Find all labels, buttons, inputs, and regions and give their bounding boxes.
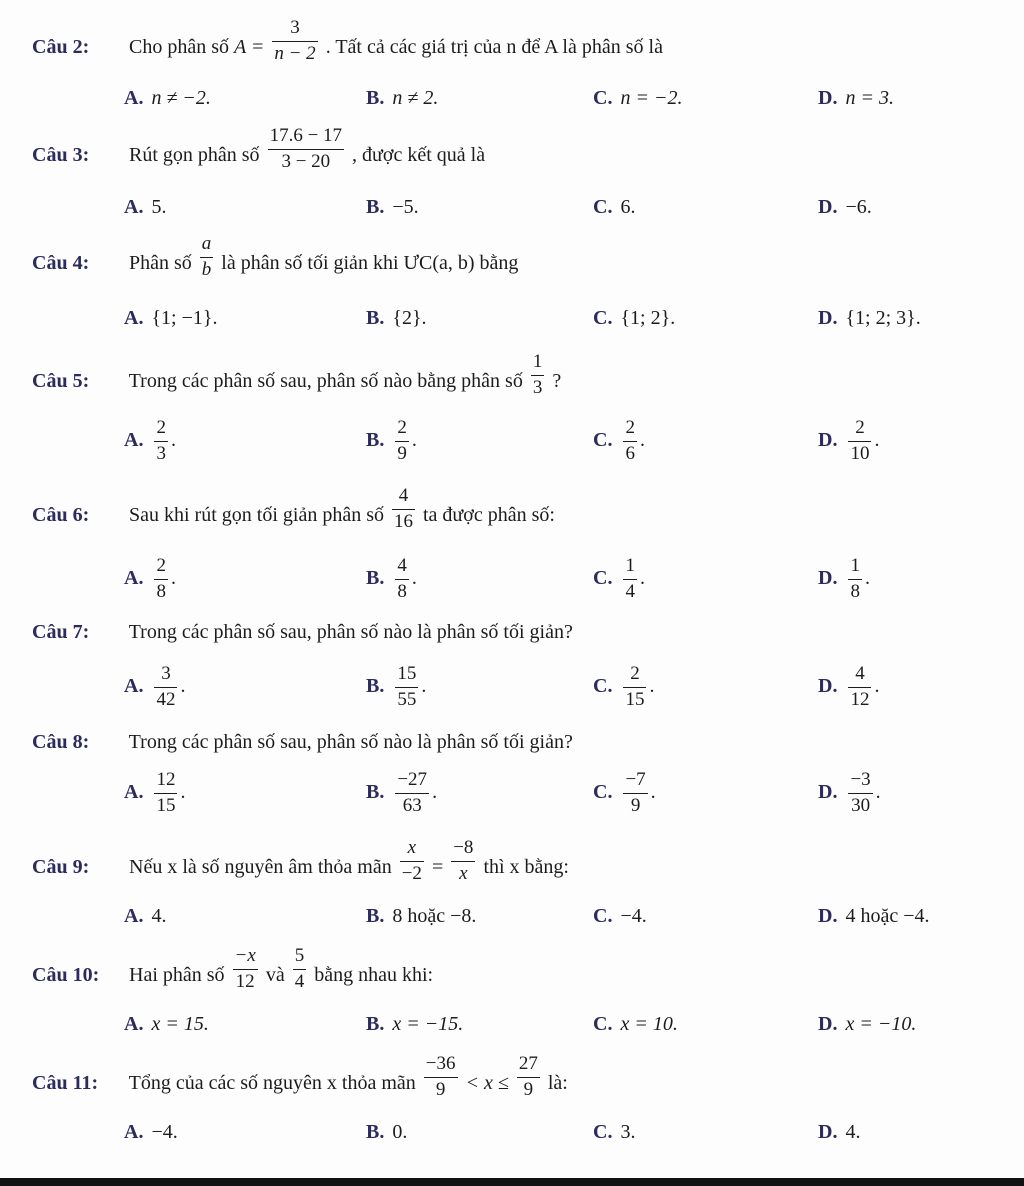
denominator: 9: [435, 1078, 446, 1100]
option-fraction: [623, 770, 647, 817]
fraction: [233, 946, 258, 993]
option-c[interactable]: C. $\frac{2}{15}$ .: [593, 663, 655, 710]
option-text: 5.: [151, 196, 167, 218]
option-label: B.: [366, 905, 385, 927]
option-a[interactable]: A. $\frac{12}{15}$ .: [124, 769, 186, 816]
question-text: Phân số: [129, 251, 192, 274]
option-label: C.: [593, 905, 613, 927]
option-text: x = 15.: [151, 1013, 209, 1035]
option-label: B.: [366, 1121, 385, 1143]
question-stem: [32, 17, 663, 65]
option-d[interactable]: D. $\frac{-3}{30}$ .: [818, 769, 881, 816]
question-text-end: , được kết quả là: [352, 143, 486, 166]
option-label: A.: [124, 674, 144, 697]
denominator: 12: [850, 688, 870, 710]
option-label: D.: [818, 307, 838, 329]
option-c[interactable]: [593, 308, 675, 328]
numerator: 2: [623, 418, 637, 442]
option-b[interactable]: B. $\frac{4}{8}$ .: [366, 555, 417, 602]
question-stem: [32, 485, 555, 533]
option-label: A.: [124, 905, 144, 927]
numerator: 27: [517, 1054, 540, 1078]
denominator: x: [459, 862, 468, 884]
fraction: [272, 18, 317, 65]
question-text: Cho phân số: [129, 35, 229, 58]
conjunction: và: [265, 963, 285, 986]
option-fraction: [623, 418, 637, 465]
question-number: Câu 2:: [32, 35, 90, 58]
fraction-2: [517, 1054, 540, 1101]
numerator: 1: [623, 556, 637, 580]
numerator: 17.6 − 17: [268, 126, 344, 150]
option-label: B.: [366, 307, 385, 329]
option-c[interactable]: C. $\frac{1}{4}$ .: [593, 555, 645, 602]
option-text: −6.: [845, 196, 872, 218]
option-a[interactable]: [124, 906, 166, 926]
option-text: {1; 2}.: [620, 307, 676, 329]
option-fraction: [154, 556, 168, 603]
numerator: 4: [392, 486, 415, 510]
option-text: 3.: [620, 1121, 636, 1143]
option-a[interactable]: [124, 308, 218, 328]
option-label: B.: [366, 196, 385, 218]
denominator: 42: [156, 688, 176, 710]
option-fraction: [848, 770, 872, 817]
option-label: B.: [366, 566, 385, 589]
denominator: 30: [851, 794, 871, 816]
option-label: A.: [124, 307, 144, 329]
option-label: D.: [818, 674, 838, 697]
option-label: B.: [366, 428, 385, 451]
option-c[interactable]: [593, 906, 647, 926]
option-text: {1; −1}.: [151, 307, 218, 329]
option-label: D.: [818, 780, 838, 803]
question-stem: [32, 125, 486, 173]
question-number: Câu 10:: [32, 963, 100, 986]
option-text: n ≠ 2.: [392, 87, 439, 109]
fraction: [531, 352, 545, 399]
option-text: 8 hoặc −8.: [392, 905, 477, 927]
option-d[interactable]: D. $\frac{4}{12}$ .: [818, 663, 880, 710]
question-text: Rút gọn phân số: [129, 143, 260, 166]
denominator: 8: [397, 580, 407, 602]
numerator: 1: [848, 556, 862, 580]
option-label: A.: [124, 428, 144, 451]
numerator: 4: [395, 556, 409, 580]
option-label: D.: [818, 196, 838, 218]
option-d[interactable]: [818, 197, 872, 217]
fraction: [200, 234, 214, 281]
option-a[interactable]: [124, 88, 211, 108]
question-number: Câu 6:: [32, 503, 90, 526]
option-text: 0.: [392, 1121, 408, 1143]
option-text: {1; 2; 3}.: [845, 307, 921, 329]
question-text-end: ta được phân số:: [422, 503, 555, 526]
denominator: 8: [156, 580, 166, 602]
denominator: n − 2: [274, 42, 316, 64]
option-label: C.: [593, 1013, 613, 1035]
fraction-2: [451, 838, 475, 885]
option-c[interactable]: C. $\frac{2}{6}$ .: [593, 417, 645, 464]
option-text: −5.: [392, 196, 419, 218]
option-label: D.: [818, 905, 838, 927]
expression: A =: [234, 35, 265, 58]
denominator: 3: [532, 376, 543, 398]
denominator: 63: [402, 794, 422, 816]
option-b[interactable]: [366, 88, 438, 108]
option-a[interactable]: A. $\frac{2}{8}$ .: [124, 555, 176, 602]
option-c[interactable]: [593, 1122, 635, 1142]
question-text-end: là:: [547, 1071, 568, 1094]
inequality: < x ≤: [465, 1071, 509, 1094]
question-stem: [32, 945, 434, 993]
numerator: −x: [233, 946, 258, 970]
option-label: B.: [366, 1013, 385, 1035]
denominator: 3: [156, 442, 166, 464]
denominator: 15: [156, 794, 176, 816]
question-text: Sau khi rút gọn tối giản phân số: [129, 503, 384, 526]
option-fraction: [395, 418, 409, 465]
option-label: D.: [818, 428, 838, 451]
denominator: 15: [625, 688, 645, 710]
numerator: 3: [272, 18, 317, 42]
numerator: 2: [154, 556, 168, 580]
denominator: 4: [625, 580, 635, 602]
numerator: x: [400, 838, 424, 862]
option-text: 4 hoặc −4.: [845, 905, 930, 927]
question-text-end: là phân số tối giản khi ƯC(a, b) bằng: [221, 251, 519, 274]
option-label: B.: [366, 780, 385, 803]
option-fraction: [623, 556, 637, 603]
option-label: A.: [124, 780, 144, 803]
option-b[interactable]: B. $\frac{15}{55}$ .: [366, 663, 427, 710]
option-label: D.: [818, 1121, 838, 1143]
denominator: 9: [630, 794, 641, 816]
option-fraction: [395, 664, 418, 711]
denominator: 6: [625, 442, 635, 464]
option-a[interactable]: [124, 1014, 209, 1034]
option-label: A.: [124, 196, 144, 218]
question-number: Câu 4:: [32, 251, 90, 274]
option-text: x = −15.: [392, 1013, 464, 1035]
question-number: Câu 8:: [32, 731, 90, 753]
option-b[interactable]: B. $\frac{-27}{63}$ .: [366, 769, 438, 816]
option-label: C.: [593, 566, 613, 589]
option-label: A.: [124, 1121, 144, 1143]
option-b[interactable]: B. $\frac{2}{9}$ .: [366, 417, 417, 464]
option-text: 4.: [151, 905, 167, 927]
question-text: Tổng của các số nguyên x thỏa mãn: [128, 1071, 416, 1094]
numerator: 2: [154, 418, 168, 442]
option-b[interactable]: [366, 1122, 407, 1142]
option-fraction: [154, 770, 177, 817]
numerator: 1: [531, 352, 545, 376]
bottom-border: [0, 1178, 1024, 1186]
option-text: −4.: [620, 905, 647, 927]
question-stem: [32, 351, 562, 399]
question-number: Câu 9:: [32, 855, 90, 878]
numerator: 12: [154, 770, 177, 794]
option-d[interactable]: [818, 308, 921, 328]
option-text: n ≠ −2.: [151, 87, 211, 109]
fraction: [424, 1054, 458, 1101]
option-label: C.: [593, 428, 613, 451]
numerator: 2: [395, 418, 409, 442]
option-c[interactable]: C. $\frac{-7}{9}$ .: [593, 769, 656, 816]
option-label: A.: [124, 1013, 144, 1035]
denominator: 10: [850, 442, 870, 464]
option-label: C.: [593, 87, 613, 109]
option-label: A.: [124, 87, 144, 109]
option-c[interactable]: [593, 1014, 678, 1034]
option-b[interactable]: [366, 906, 476, 926]
denominator: 4: [294, 970, 305, 992]
question-text: Trong các phân số sau, phân số nào là phân số tối giản?: [128, 621, 573, 643]
option-text: n = 3.: [845, 87, 894, 109]
denominator: −2: [401, 862, 422, 884]
fraction-2: [293, 946, 307, 993]
option-text: {2}.: [392, 307, 427, 329]
option-text: 4.: [845, 1121, 861, 1143]
option-d[interactable]: D. $\frac{1}{8}$ .: [818, 555, 870, 602]
option-fraction: [848, 556, 862, 603]
option-fraction: [623, 664, 646, 711]
denominator: 12: [235, 970, 255, 992]
question-stem: [32, 233, 519, 281]
numerator: −36: [424, 1054, 458, 1078]
numerator: 2: [848, 418, 871, 442]
question-text: Trong các phân số sau, phân số nào là phân số tối giản?: [128, 731, 573, 753]
question-stem: [32, 1053, 568, 1101]
denominator: 9: [397, 442, 407, 464]
option-label: C.: [593, 780, 613, 803]
numerator: −27: [395, 770, 429, 794]
option-fraction: [395, 770, 429, 817]
option-text: 6.: [620, 196, 636, 218]
option-text: n = −2.: [620, 87, 683, 109]
numerator: −8: [451, 838, 475, 862]
option-label: A.: [124, 566, 144, 589]
option-b[interactable]: [366, 308, 427, 328]
option-label: D.: [818, 1013, 838, 1035]
option-c[interactable]: [593, 197, 635, 217]
option-b[interactable]: [366, 1014, 463, 1034]
question-text-end: thì x bằng:: [483, 855, 569, 878]
option-fraction: [848, 664, 871, 711]
option-label: C.: [593, 307, 613, 329]
question-number: Câu 11:: [32, 1071, 99, 1094]
option-label: D.: [818, 87, 838, 109]
denominator: 3 − 20: [281, 150, 331, 172]
fraction: [392, 486, 415, 533]
option-label: C.: [593, 674, 613, 697]
numerator: 15: [395, 664, 418, 688]
question-number: Câu 7:: [32, 621, 90, 643]
denominator: 16: [393, 510, 413, 532]
question-text-end: bằng nhau khi:: [314, 963, 434, 986]
option-fraction: [395, 556, 409, 603]
option-a[interactable]: [124, 197, 166, 217]
option-d[interactable]: [818, 1122, 860, 1142]
fraction: [400, 838, 424, 885]
option-fraction: [848, 418, 871, 465]
option-a[interactable]: A. $\frac{3}{42}$ .: [124, 663, 186, 710]
option-text: −4.: [151, 1121, 178, 1143]
option-label: B.: [366, 87, 385, 109]
option-d[interactable]: [818, 906, 930, 926]
denominator: 9: [523, 1078, 534, 1100]
option-d[interactable]: [818, 88, 894, 108]
question-stem: [32, 732, 573, 752]
denominator: 55: [397, 688, 417, 710]
numerator: −7: [623, 770, 647, 794]
option-text: x = −10.: [845, 1013, 917, 1035]
option-a[interactable]: [124, 1122, 178, 1142]
option-d[interactable]: D. $\frac{2}{10}$ .: [818, 417, 880, 464]
option-label: C.: [593, 196, 613, 218]
option-fraction: [154, 664, 177, 711]
denominator: 8: [850, 580, 860, 602]
option-b[interactable]: [366, 197, 419, 217]
option-fraction: [154, 418, 168, 465]
question-text-end: . Tất cả các giá trị của n để A là phân số là: [325, 35, 663, 58]
question-text: Hai phân số: [129, 963, 225, 986]
question-number: Câu 5:: [32, 369, 90, 392]
option-c[interactable]: [593, 88, 682, 108]
option-label: B.: [366, 674, 385, 697]
question-number: Câu 3:: [32, 143, 90, 166]
option-d[interactable]: [818, 1014, 916, 1034]
denominator: b: [201, 258, 212, 280]
numerator: 3: [154, 664, 177, 688]
option-label: D.: [818, 566, 838, 589]
question-stem: [32, 622, 573, 642]
equals-sign: =: [431, 855, 444, 878]
option-text: x = 10.: [620, 1013, 678, 1035]
question-text-end: ?: [552, 369, 562, 392]
fraction: [268, 126, 344, 173]
numerator: 5: [293, 946, 307, 970]
question-text: Nếu x là số nguyên âm thỏa mãn: [129, 855, 392, 878]
option-label: C.: [593, 1121, 613, 1143]
question-text: Trong các phân số sau, phân số nào bằng phân số: [128, 369, 523, 392]
numerator: −3: [848, 770, 872, 794]
numerator: a: [200, 234, 214, 258]
question-stem: [32, 837, 569, 885]
numerator: 4: [848, 664, 871, 688]
numerator: 2: [623, 664, 646, 688]
option-a[interactable]: A. $\frac{2}{3}$ .: [124, 417, 176, 464]
